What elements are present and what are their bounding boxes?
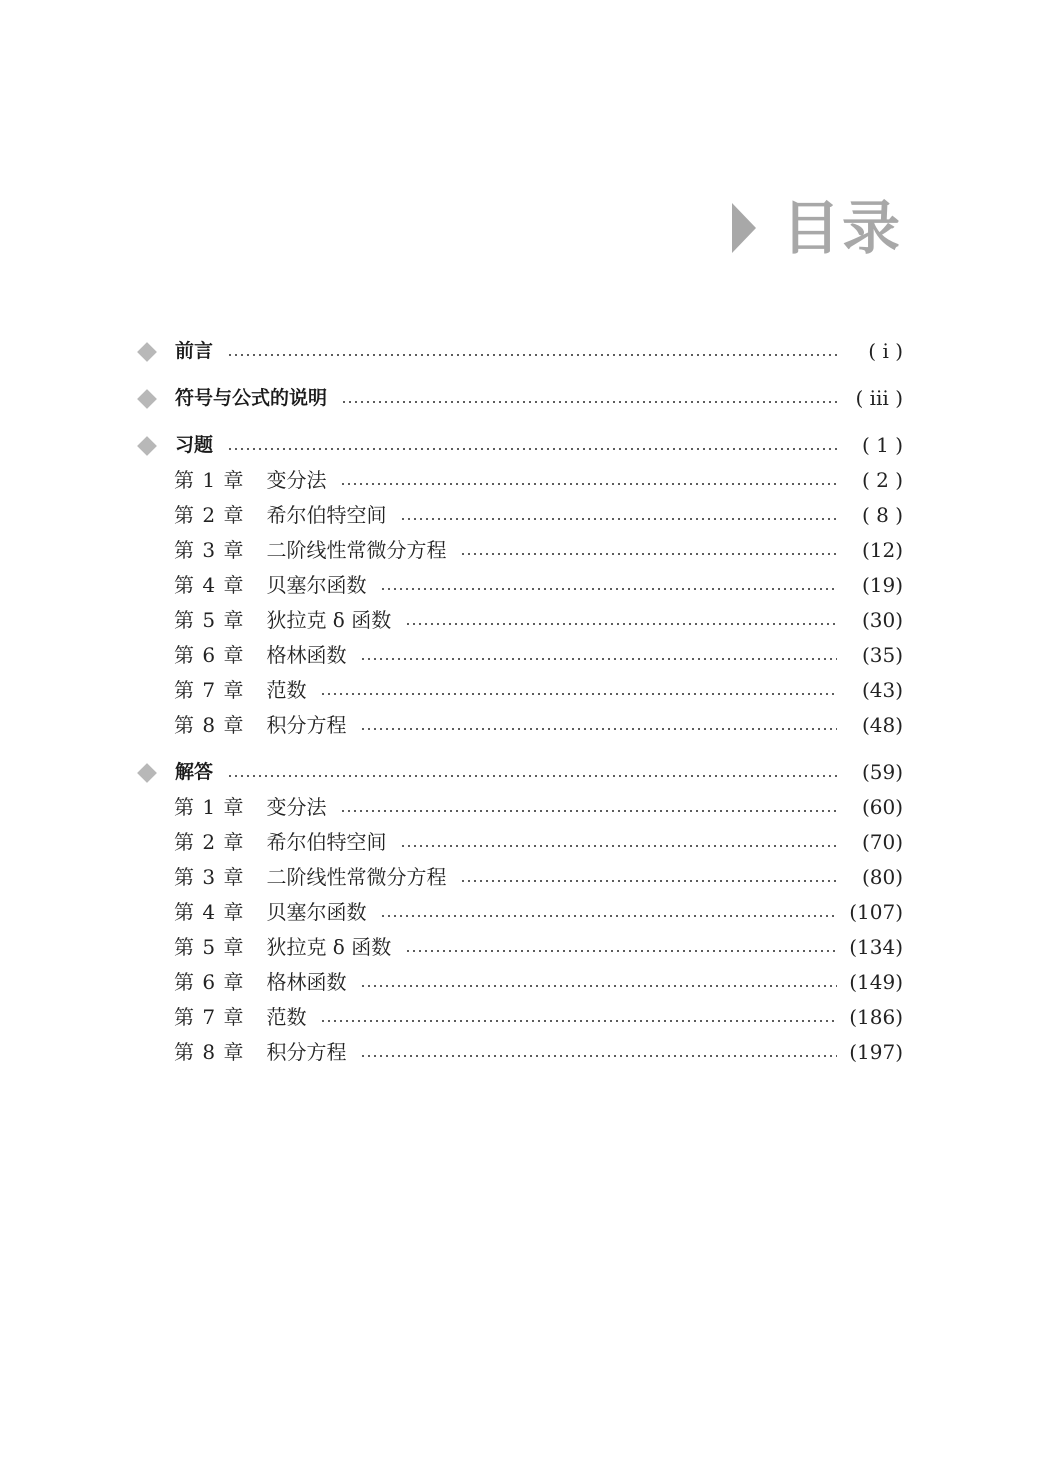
toc-chapter-number: 第 2 章 (174, 503, 245, 527)
dot-leader (360, 728, 837, 730)
toc-chapter-entry[interactable] (135, 463, 903, 498)
dot-leader (320, 1020, 837, 1022)
toc-chapter-title: 二阶线性常微分方程 (266, 865, 447, 889)
toc-page-number: (60) (861, 795, 903, 819)
toc-section-entry[interactable] (135, 755, 903, 790)
toc-chapter-title: 范数 (266, 678, 307, 702)
toc-chapter-number: 第 3 章 (174, 538, 245, 562)
toc-page-number: ( ⅲ ) (855, 386, 903, 410)
toc-page-number: ( ⅰ ) (868, 339, 903, 363)
toc-chapter-entry[interactable] (135, 895, 903, 930)
toc-page-number: (197) (849, 1040, 903, 1064)
toc-chapter-title: 范数 (266, 1005, 307, 1029)
toc-section-label: 解答 (175, 761, 214, 783)
toc-page-number: (59) (861, 760, 903, 784)
dot-leader (340, 483, 837, 485)
dot-leader (360, 658, 837, 660)
dot-leader (405, 950, 837, 952)
dot-leader (400, 518, 837, 520)
toc-chapter-entry[interactable] (135, 965, 903, 1000)
toc-chapter-number: 第 2 章 (174, 830, 245, 854)
toc-chapter-entry[interactable] (135, 1000, 903, 1035)
dot-leader (460, 553, 837, 555)
dot-leader (340, 810, 837, 812)
toc-section-entry[interactable] (135, 381, 903, 416)
toc-chapter-title: 积分方程 (266, 1040, 347, 1064)
toc-chapter-number: 第 5 章 (174, 608, 245, 632)
toc-chapter-entry[interactable] (135, 638, 903, 673)
toc-chapter-number: 第 3 章 (174, 865, 245, 889)
dot-leader (227, 354, 837, 356)
toc-page-number: ( 1 ) (861, 433, 903, 457)
toc-page-number: (80) (861, 865, 903, 889)
toc-chapter-number: 第 4 章 (174, 573, 245, 597)
toc-chapter-entry[interactable] (135, 860, 903, 895)
toc-page-number: (107) (849, 900, 903, 924)
triangle-arrow-icon (732, 203, 756, 253)
toc-chapter-number: 第 6 章 (174, 970, 245, 994)
diamond-bullet-icon (137, 436, 157, 456)
toc-chapter-title: 二阶线性常微分方程 (266, 538, 447, 562)
toc-chapter-entry[interactable] (135, 930, 903, 965)
dot-leader (341, 401, 837, 403)
toc-section-entry[interactable] (135, 334, 903, 369)
toc-chapter-number: 第 6 章 (174, 643, 245, 667)
page-title: 目录 (782, 194, 903, 262)
toc-chapter-entry[interactable] (135, 603, 903, 638)
toc-page-number: (149) (849, 970, 903, 994)
dot-leader (460, 880, 837, 882)
table-of-contents (135, 334, 903, 1070)
toc-page-number: (70) (861, 830, 903, 854)
toc-section-label: 前言 (175, 340, 214, 362)
toc-chapter-title: 贝塞尔函数 (266, 900, 367, 924)
toc-page-number: (134) (849, 935, 903, 959)
dot-leader (400, 845, 837, 847)
toc-chapter-title: 希尔伯特空间 (266, 503, 387, 527)
dot-leader (405, 623, 837, 625)
toc-page-number: (48) (861, 713, 903, 737)
toc-chapter-title: 变分法 (266, 795, 327, 819)
toc-chapter-entry[interactable] (135, 673, 903, 708)
toc-chapter-number: 第 7 章 (174, 678, 245, 702)
toc-chapter-title: 希尔伯特空间 (266, 830, 387, 854)
toc-chapter-title: 狄拉克 δ 函数 (266, 935, 392, 959)
toc-chapter-title: 格林函数 (266, 970, 347, 994)
toc-section-entry[interactable] (135, 428, 903, 463)
toc-section-label: 符号与公式的说明 (175, 387, 328, 409)
toc-chapter-title: 贝塞尔函数 (266, 573, 367, 597)
toc-chapter-title: 狄拉克 δ 函数 (266, 608, 392, 632)
toc-page-number: ( 2 ) (861, 468, 903, 492)
toc-page-number: ( 8 ) (861, 503, 903, 527)
dot-leader (360, 985, 837, 987)
toc-page-number: (43) (861, 678, 903, 702)
toc-chapter-entry[interactable] (135, 533, 903, 568)
diamond-bullet-icon (137, 389, 157, 409)
toc-chapter-entry[interactable] (135, 708, 903, 743)
toc-chapter-title: 积分方程 (266, 713, 347, 737)
toc-chapter-title: 变分法 (266, 468, 327, 492)
toc-chapter-number: 第 1 章 (174, 468, 245, 492)
dot-leader (380, 588, 837, 590)
toc-page-number: (19) (861, 573, 903, 597)
toc-chapter-number: 第 8 章 (174, 713, 245, 737)
dot-leader (227, 775, 837, 777)
toc-chapter-title: 格林函数 (266, 643, 347, 667)
dot-leader (227, 448, 837, 450)
toc-chapter-entry[interactable] (135, 825, 903, 860)
page-title-block (732, 196, 902, 260)
toc-chapter-entry[interactable] (135, 568, 903, 603)
toc-page-number: (35) (861, 643, 903, 667)
toc-chapter-entry[interactable] (135, 790, 903, 825)
diamond-bullet-icon (137, 763, 157, 783)
dot-leader (320, 693, 837, 695)
toc-page-number: (186) (849, 1005, 903, 1029)
toc-page-number: (30) (861, 608, 903, 632)
toc-chapter-number: 第 7 章 (174, 1005, 245, 1029)
dot-leader (360, 1055, 837, 1057)
toc-chapter-number: 第 4 章 (174, 900, 245, 924)
diamond-bullet-icon (137, 342, 157, 362)
toc-chapter-number: 第 1 章 (174, 795, 245, 819)
toc-chapter-entry[interactable] (135, 1035, 903, 1070)
toc-chapter-number: 第 5 章 (174, 935, 245, 959)
toc-chapter-number: 第 8 章 (174, 1040, 245, 1064)
toc-chapter-entry[interactable] (135, 498, 903, 533)
dot-leader (380, 915, 837, 917)
toc-section-label: 习题 (175, 434, 214, 456)
toc-page-number: (12) (861, 538, 903, 562)
